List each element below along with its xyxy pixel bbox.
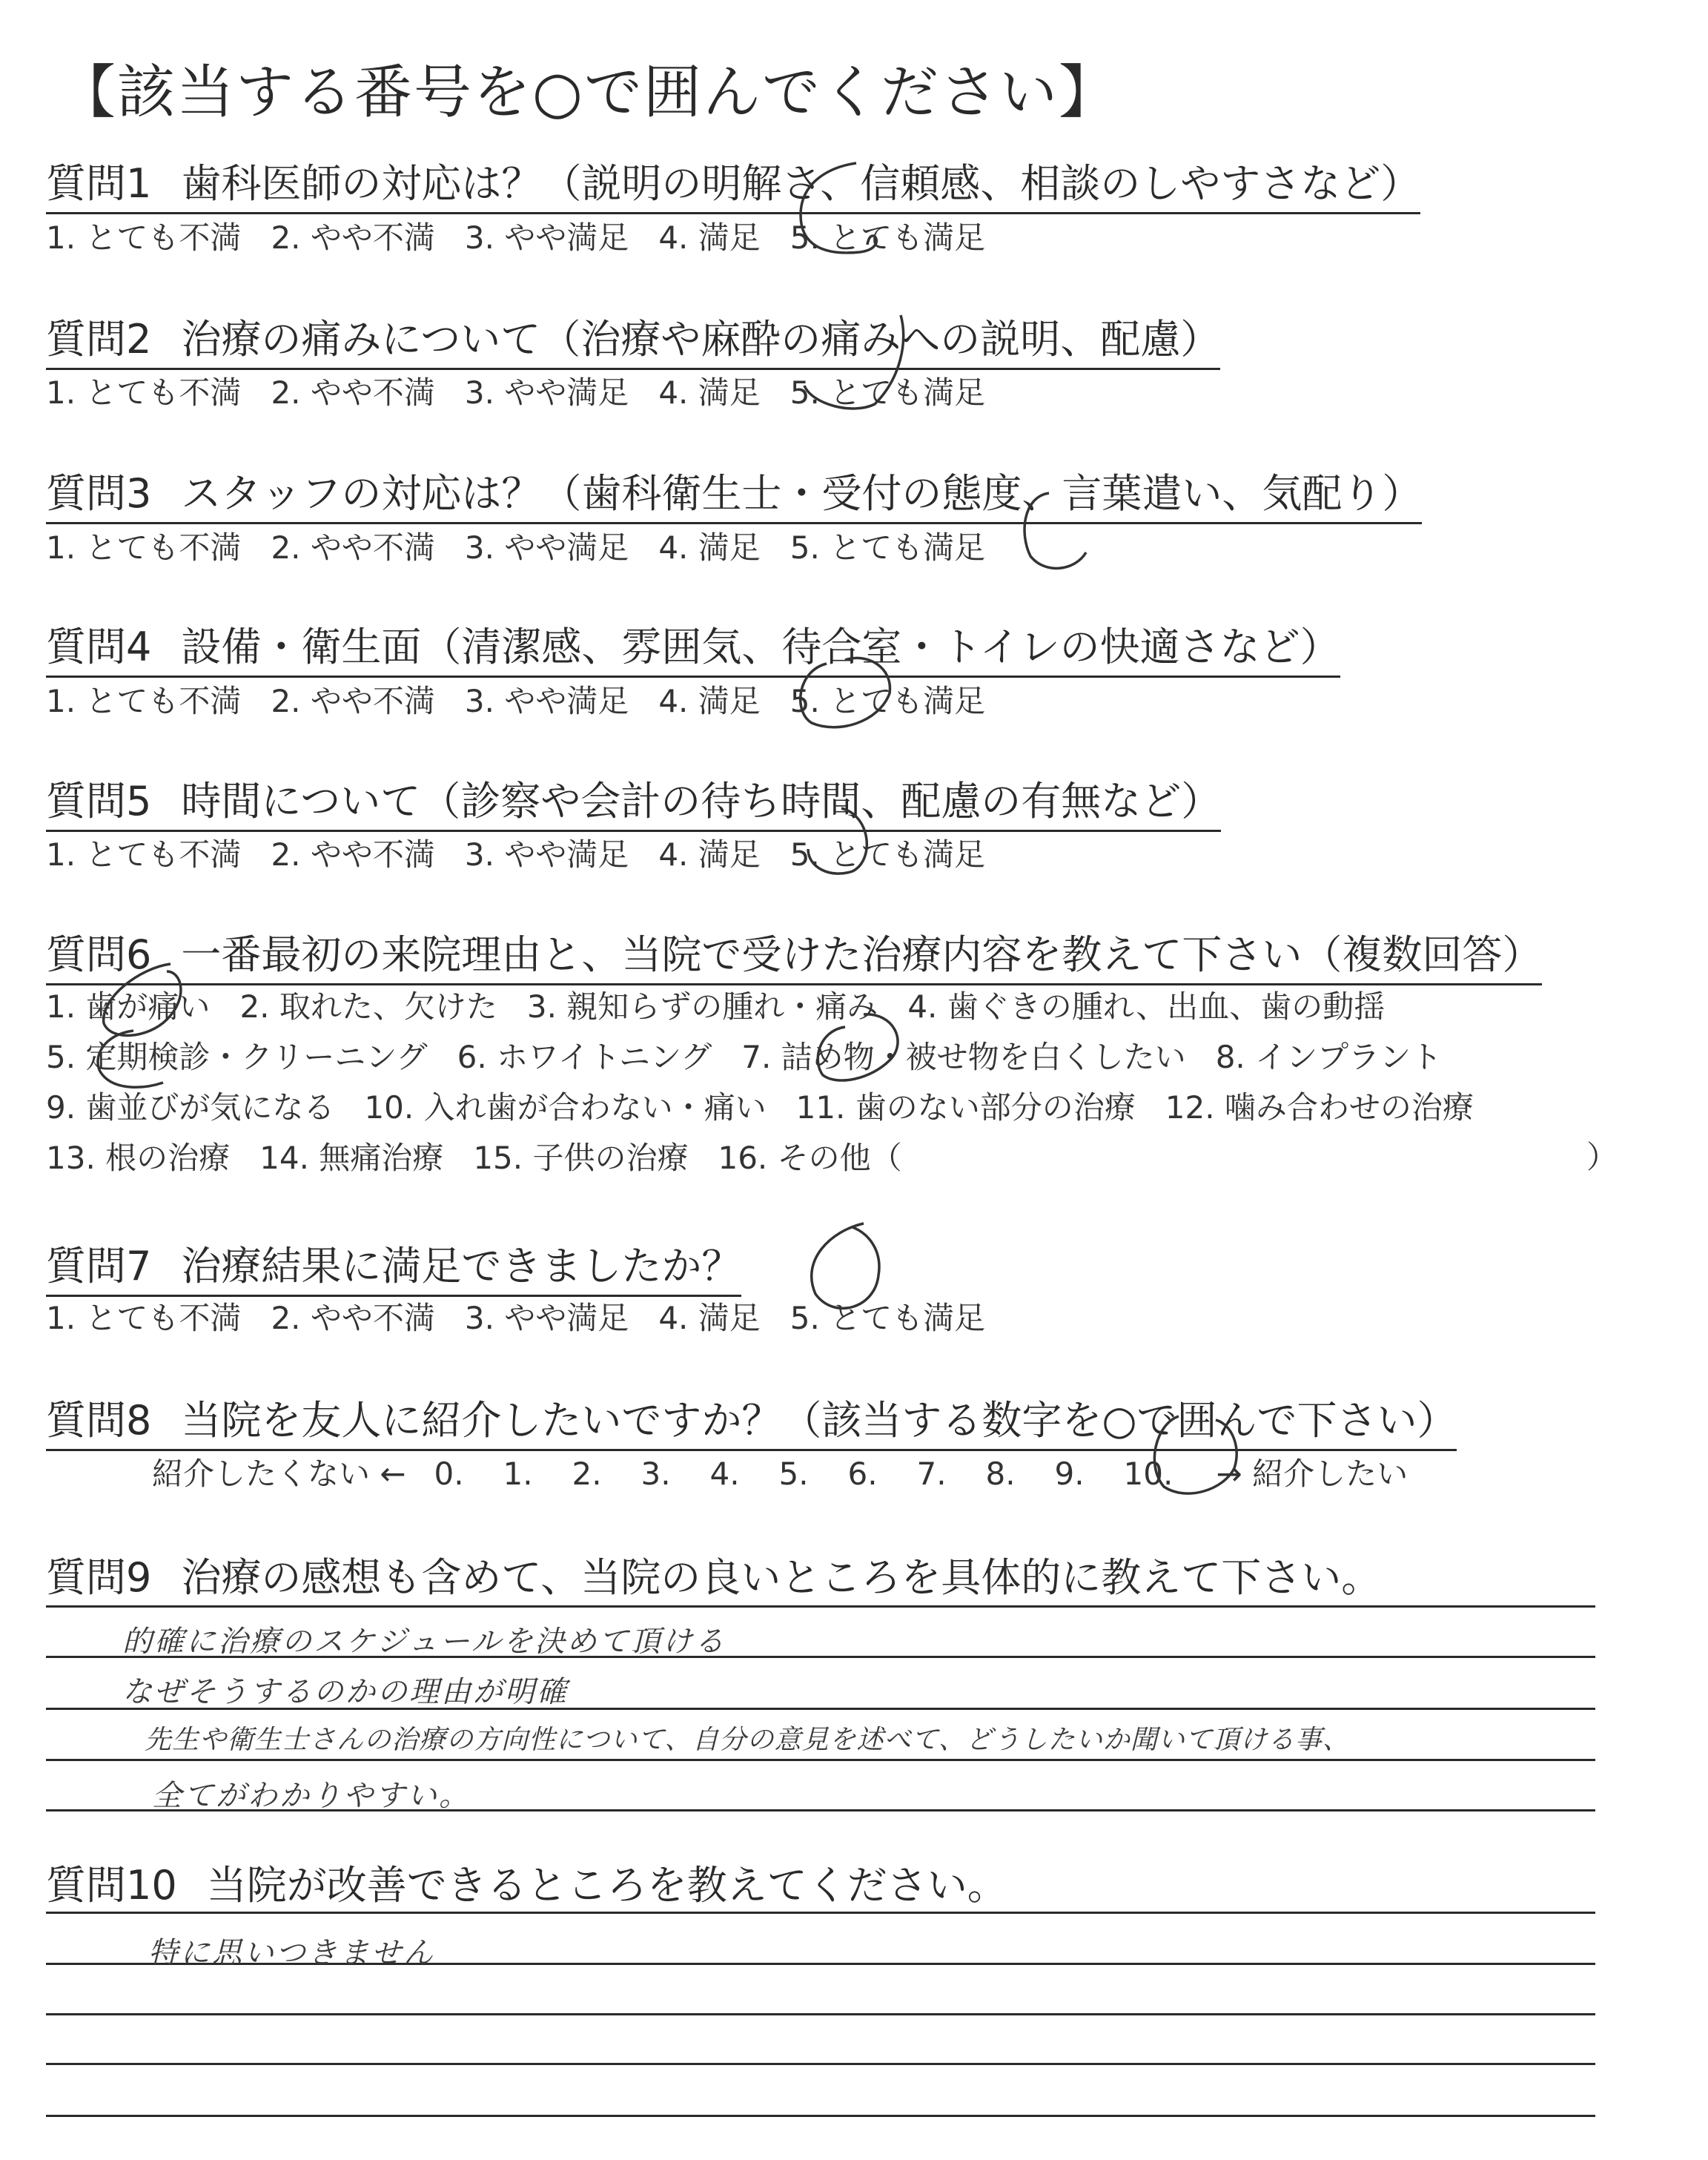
- question-3-number: 質問3: [46, 470, 152, 517]
- q8-scale-8[interactable]: 8.: [985, 1456, 1016, 1492]
- q4-option-5[interactable]: 5. とても満足: [790, 683, 986, 719]
- q6-option-6[interactable]: 6. ホワイトニング: [457, 1039, 712, 1075]
- q2-option-2[interactable]: 2. やや不満: [271, 374, 435, 411]
- question-5-text: 時間について（診察や会計の待ち時間、配慮の有無など）: [181, 778, 1222, 825]
- q8-scale-7[interactable]: 7.: [916, 1456, 947, 1492]
- q5-option-1[interactable]: 1. とても不満: [46, 836, 242, 873]
- q6-option-10[interactable]: 10. 入れ歯が合わない・痛い: [364, 1089, 767, 1126]
- q7-option-1[interactable]: 1. とても不満: [46, 1300, 242, 1336]
- q10-answer-line-1[interactable]: 特に思いつきません: [148, 1936, 435, 1970]
- q7-option-2[interactable]: 2. やや不満: [271, 1300, 435, 1336]
- q1-option-1[interactable]: 1. とても不満: [46, 219, 242, 256]
- q6-option-11[interactable]: 11. 歯のない部分の治療: [795, 1089, 1136, 1126]
- q6-option-7-circle: [818, 1014, 898, 1080]
- q6-option-15[interactable]: 15. 子供の治療: [473, 1140, 689, 1176]
- question-4-number: 質問4: [46, 624, 152, 670]
- q1-option-4[interactable]: 4. 満足: [658, 219, 761, 256]
- q8-scale-1[interactable]: 1.: [503, 1456, 533, 1492]
- q5-option-4[interactable]: 4. 満足: [658, 836, 761, 873]
- q6-option-4[interactable]: 4. 歯ぐきの腫れ、出血、歯の動揺: [907, 988, 1386, 1025]
- q8-scale-9[interactable]: 9.: [1054, 1456, 1085, 1492]
- q5-option-2[interactable]: 2. やや不満: [271, 836, 435, 873]
- q7-option-3[interactable]: 3. やや満足: [464, 1300, 629, 1336]
- q8-right-label: → 紹介したい: [1216, 1456, 1409, 1492]
- question-9-number: 質問9: [46, 1554, 152, 1601]
- q3-option-2[interactable]: 2. やや不満: [271, 529, 435, 566]
- q6-option-1-circle: [104, 964, 181, 1035]
- q5-selection-circle: [808, 808, 867, 873]
- q6-option-2[interactable]: 2. 取れた、欠けた: [239, 988, 497, 1025]
- q6-option-9[interactable]: 9. 歯並びが気になる: [46, 1089, 335, 1126]
- q8-scale-6[interactable]: 6.: [847, 1456, 878, 1492]
- question-1-text: 歯科医師の対応は？（説明の明解さ、信頼感、相談のしやすさなど）: [181, 160, 1421, 207]
- q8-scale-4[interactable]: 4.: [709, 1456, 740, 1492]
- q1-option-3[interactable]: 3. やや満足: [464, 219, 629, 256]
- q8-scale-3[interactable]: 3.: [640, 1456, 671, 1492]
- q6-option-1[interactable]: 1. 歯が痛い: [46, 988, 211, 1025]
- q6-option-5[interactable]: 5. 定期検診・クリーニング: [46, 1039, 428, 1075]
- q4-option-2[interactable]: 2. やや不満: [271, 683, 435, 719]
- q3-option-1[interactable]: 1. とても不満: [46, 529, 242, 566]
- q9-answer-line-2[interactable]: なぜそうするのかの理由が明確: [122, 1675, 569, 1709]
- q4-option-3[interactable]: 3. やや満足: [464, 683, 629, 719]
- question-2-number: 質問2: [46, 316, 152, 363]
- q1-option-2[interactable]: 2. やや不満: [271, 219, 435, 256]
- q6-option-16[interactable]: 16. その他（: [718, 1140, 902, 1176]
- q2-option-4[interactable]: 4. 満足: [658, 374, 761, 411]
- question-10-text: 当院が改善できるところを教えてください。: [206, 1862, 1007, 1909]
- q1-selection-circle: [801, 163, 876, 253]
- question-10-number: 質問10: [46, 1862, 177, 1909]
- q5-option-5[interactable]: 5. とても満足: [790, 836, 986, 873]
- q6-option-7[interactable]: 7. 詰め物・被せ物を白くしたい: [741, 1039, 1186, 1075]
- question-1-number: 質問1: [46, 160, 152, 207]
- q6-option-12[interactable]: 12. 噛み合わせの治療: [1165, 1089, 1474, 1126]
- q7-selection-circle: [812, 1223, 879, 1308]
- q8-scale-0[interactable]: 0.: [434, 1456, 464, 1492]
- q4-selection-circle: [801, 658, 890, 727]
- question-9-text: 治療の感想も含めて、当院の良いところを具体的に教えて下さい。: [181, 1554, 1382, 1601]
- q4-option-1[interactable]: 1. とても不満: [46, 683, 242, 719]
- question-6-text: 一番最初の来院理由と、当院で受けた治療内容を教えて下さい（複数回答）: [181, 931, 1543, 978]
- q6-other-close-paren: ）: [1586, 1139, 1618, 1175]
- q8-scale-2[interactable]: 2.: [572, 1456, 602, 1492]
- q3-option-5[interactable]: 5. とても満足: [790, 529, 986, 566]
- q8-scale-10[interactable]: 10.: [1123, 1456, 1174, 1492]
- question-2-text: 治療の痛みについて（治療や麻酔の痛みへの説明、配慮）: [181, 316, 1221, 363]
- question-7-text: 治療結果に満足できましたか？: [181, 1243, 742, 1289]
- q6-option-3[interactable]: 3. 親知らずの腫れ・痛み: [526, 988, 878, 1025]
- question-6-number: 質問6: [46, 931, 152, 978]
- q7-option-5[interactable]: 5. とても満足: [790, 1300, 986, 1336]
- q6-option-8[interactable]: 8. インプラント: [1215, 1039, 1443, 1075]
- q9-answer-line-3[interactable]: 先生や衛生士さんの治療の方向性について、自分の意見を述べて、どうしたいか聞いて頂ける事、: [145, 1725, 1350, 1755]
- question-3-text: スタッフの対応は？（歯科衛生士・受付の態度、言葉遣い、気配り）: [181, 470, 1423, 517]
- q8-selection-circle: [1154, 1416, 1237, 1493]
- q8-left-label: 紹介したくない ←: [152, 1456, 406, 1492]
- question-4-text: 設備・衛生面（清潔感、雰囲気、待合室・トイレの快適さなど）: [181, 624, 1340, 670]
- q6-option-5-circle: [98, 1031, 163, 1087]
- question-5-number: 質問5: [46, 778, 152, 825]
- q3-selection-circle: [1025, 493, 1086, 568]
- q4-option-4[interactable]: 4. 満足: [658, 683, 761, 719]
- q6-option-13[interactable]: 13. 根の治療: [46, 1140, 231, 1176]
- q9-answer-line-1[interactable]: 的確に治療のスケジュールを決めて頂ける: [122, 1625, 726, 1659]
- q3-option-4[interactable]: 4. 満足: [658, 529, 761, 566]
- q7-option-4[interactable]: 4. 満足: [658, 1300, 761, 1336]
- q2-option-5[interactable]: 5. とても満足: [790, 374, 986, 411]
- q2-option-1[interactable]: 1. とても不満: [46, 374, 242, 411]
- q6-option-14[interactable]: 14. 無痛治療: [259, 1140, 444, 1176]
- q2-option-3[interactable]: 3. やや満足: [464, 374, 629, 411]
- instruction-heading: 【該当する番号を○で囲んでください】: [58, 59, 1119, 126]
- q9-answer-line-4[interactable]: 全てがわかりやすい。: [152, 1779, 471, 1813]
- q5-option-3[interactable]: 3. やや満足: [464, 836, 629, 873]
- q3-option-3[interactable]: 3. やや満足: [464, 529, 629, 566]
- q2-selection-circle: [804, 315, 904, 409]
- question-8-text: 当院を友人に紹介したいですか？（該当する数字を○で囲んで下さい）: [181, 1397, 1457, 1444]
- question-7-number: 質問7: [46, 1243, 152, 1289]
- q8-scale-5[interactable]: 5.: [778, 1456, 809, 1492]
- question-8-number: 質問8: [46, 1397, 152, 1444]
- q1-option-5[interactable]: 5. とても満足: [790, 219, 986, 256]
